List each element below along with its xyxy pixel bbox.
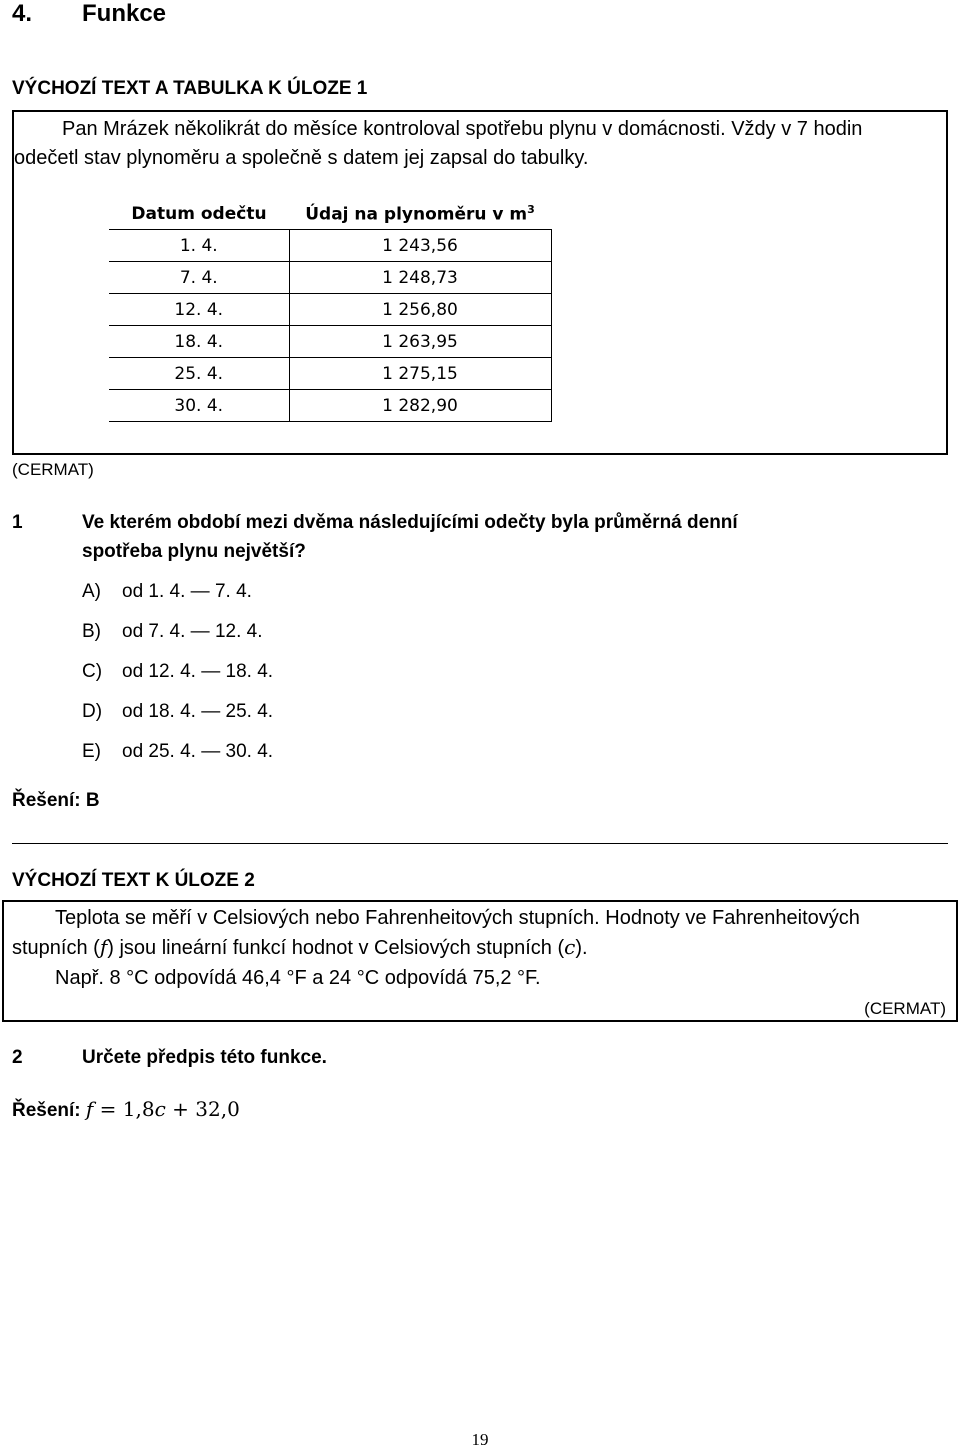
option-text: od 12. 4. — 18. 4. [122,661,274,682]
option-label: E) [82,741,101,762]
table-cell-reading: 1 243,56 [289,230,551,262]
table-cell-reading: 1 275,15 [289,358,551,390]
task1-source: (CERMAT) [12,460,94,479]
task2-source: (CERMAT) [864,999,946,1018]
task1-intro-line2: odečetl stav plynoměru a společně s datem jej zapsal do tabulky. [14,147,589,169]
table-row [109,326,551,358]
section-number: 4. [12,0,33,27]
solution-label: Řešení: [12,1100,81,1121]
table-cell-reading: 1 282,90 [289,390,551,422]
option-text: od 25. 4. — 30. 4. [122,741,274,762]
table-cell-date: 25. 4. [109,358,289,390]
table-cell-date: 7. 4. [109,262,289,294]
task2-line2-b: ) jsou lineární funkcí hodnot v Celsiových stupních ( [107,937,565,959]
table-row [109,230,551,262]
task2-line2-d: ). [575,937,588,959]
table-row [109,262,551,294]
table-row [109,294,551,326]
option-text: od 18. 4. — 25. 4. [122,701,274,722]
option-label: B) [82,621,101,642]
page-number: 19 [471,1430,489,1449]
table-cell-date: 30. 4. [109,390,289,422]
task1-question-line2: spotřeba plynu největší? [82,541,306,562]
option-text: od 7. 4. — 12. 4. [122,621,263,642]
gas-meter-table [109,198,552,422]
formula-f: f [85,1097,94,1121]
option-label: A) [82,581,101,602]
table-header-reading-sup: 3 [527,202,535,216]
formula-c: c [154,1097,166,1121]
task2-line2 [12,932,588,963]
answer-option-b[interactable] [82,621,262,643]
answer-option-e[interactable] [82,741,273,763]
table-cell-reading: 1 256,80 [289,294,551,326]
var-f: f [99,935,108,959]
option-text: od 1. 4. — 7. 4. [122,581,252,602]
table-row [109,358,551,390]
task2-line2-a: stupních ( [12,937,100,959]
task1-heading: VÝCHOZÍ TEXT A TABULKA K ÚLOZE 1 [12,78,368,99]
task2-heading: VÝCHOZÍ TEXT K ÚLOZE 2 [12,870,255,891]
table-cell-date: 12. 4. [109,294,289,326]
table-cell-reading: 1 263,95 [289,326,551,358]
option-label: D) [82,701,103,722]
var-c: c [564,935,576,959]
section-title: Funkce [82,0,167,27]
table-header-reading-text: Údaj na plynoměru v m [305,204,528,225]
answer-option-a[interactable] [82,581,252,603]
table-cell-date: 18. 4. [109,326,289,358]
task2-line3: Např. 8 °C odpovídá 46,4 °F a 24 °C odpovídá 75,2 °F. [55,967,541,989]
answer-option-d[interactable] [82,701,273,723]
formula-end: + 32,0 [165,1097,240,1121]
task2-question: Určete předpis této funkce. [82,1047,327,1068]
section-divider [12,843,948,844]
task1-number: 1 [12,512,23,533]
table-header-reading [289,198,551,230]
table-row [109,390,551,422]
formula-mid: = 1,8 [93,1097,155,1121]
table-header-row [109,198,551,230]
task1-solution: Řešení: B [12,790,100,811]
table-cell-reading: 1 248,73 [289,262,551,294]
task2-solution [12,1097,240,1122]
table-cell-date: 1. 4. [109,230,289,262]
task1-intro-line1: Pan Mrázek několikrát do měsíce kontroloval spotřebu plynu v domácnosti. Vždy v 7 hodin [62,118,863,140]
answer-option-c[interactable] [82,661,273,683]
option-label: C) [82,661,103,682]
task2-line1: Teplota se měří v Celsiových nebo Fahrenheitových stupních. Hodnoty ve Fahrenheitových [55,907,860,929]
task2-number: 2 [12,1047,23,1068]
table-header-date: Datum odečtu [131,203,267,224]
task1-question-line1: Ve kterém období mezi dvěma následujícími odečty byla průměrná denní [82,512,738,533]
